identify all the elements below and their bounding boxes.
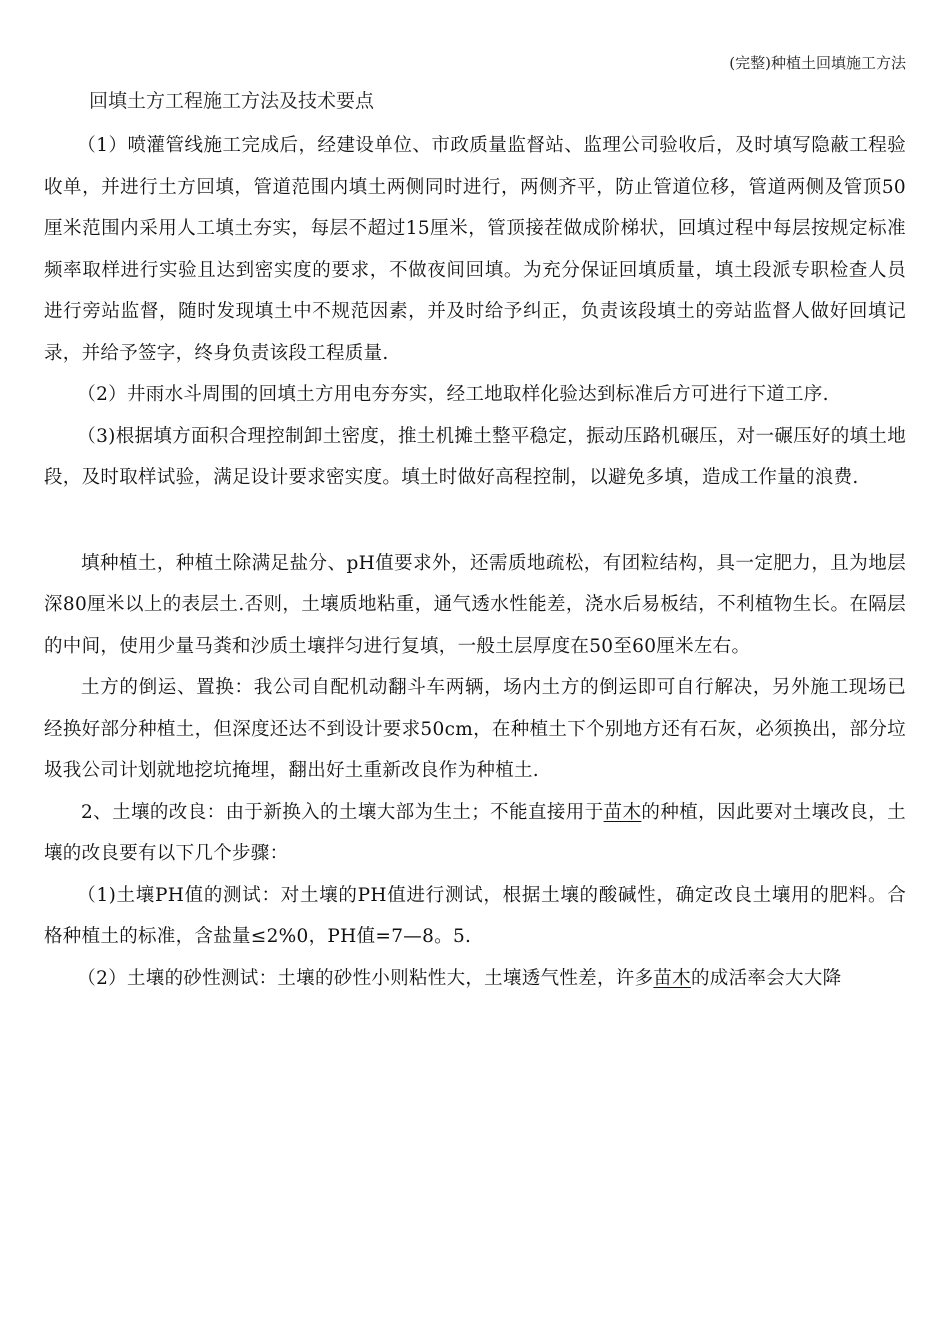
paragraph-planting-soil: 填种植土，种植土除满足盐分、pH值要求外，还需质地疏松，有团粒结构，具一定肥力，且为地层深80厘米以上的表层土.否则，土壤质地粘重，通气透水性能差，浇水后易板结，不利植物生长。在隔层的中间，使用少量马粪和沙质土壤拌匀进行复填，一般土层厚度在50至60厘米左右。 <box>44 552 906 657</box>
document-body <box>44 125 906 999</box>
paragraph-rain-hopper: （2）井雨水斗周围的回填土方用电夯夯实，经工地取样化验达到标准后方可进行下道工序. <box>77 384 829 405</box>
paragraph-backfill-pipeline: （1）喷灌管线施工完成后，经建设单位、市政质量监督站、监理公司验收后，及时填写隐蔽工程验收单，并进行土方回填，管道范围内填土两侧同时进行，两侧齐平，防止管道位移，管道两侧及管顶50厘米范围内采用人工填土夯实，每层不超过15厘米，管顶接茬做成阶梯状，回填过程中每层按规定标准频率取样进行实验且达到密实度的要求，不做夜间回填。为充分保证回填质量，填土段派专职检查人员进行旁站监督，随时发现填土中不规范因素，并及时给予纠正，负责该段填土的旁站监督人做好回填记录，并给予签字，终身负责该段工程质量. <box>44 135 906 364</box>
paragraph-sand-test <box>44 958 906 1000</box>
blank-line <box>44 499 906 543</box>
paragraph-soil-transport: 土方的倒运、置换：我公司自配机动翻斗车两辆，场内土方的倒运即可自行解决，另外施工现场已经换好部分种植土，但深度还达不到设计要求50cm，在种植土下个别地方还有石灰，必须换出，部分垃圾我公司计划就地挖坑掩埋，翻出好土重新改良作为种植土. <box>44 677 906 781</box>
underlined-term: 苗木 <box>603 801 642 823</box>
underlined-term: 苗木 <box>653 967 691 989</box>
paragraph-ph-test: （1)土壤PH值的测试：对土壤的PH值进行测试，根据土壤的酸碱性，确定改良土壤用的肥料。合格种植土的标准，含盐量≤2%0，PH值=7—8。5. <box>44 884 906 947</box>
paragraph-soil-improvement <box>44 792 906 875</box>
page-header: (完整)种植土回填施工方法 <box>729 54 906 72</box>
paragraph-compaction: （3)根据填方面积合理控制卸土密度，推土机摊土整平稳定，振动压路机碾压，对一碾压好的填土地段，及时取样试验，满足设计要求密实度。填土时做好高程控制，以避免多填，造成工作量的浪费. <box>44 425 906 488</box>
section-title: 回填土方工程施工方法及技术要点 <box>89 90 375 112</box>
text-run: 2、土壤的改良：由于新换入的土壤大部为生土；不能直接用于 <box>81 801 604 823</box>
text-run: 的成活率会大大降 <box>690 967 842 989</box>
text-run: （2）土壤的砂性测试：土壤的砂性小则粘性大，土壤透气性差，许多 <box>77 967 654 989</box>
text-run: 的种植，因此要对土壤改良，土壤的改良要有以下几个步骤： <box>44 801 906 864</box>
